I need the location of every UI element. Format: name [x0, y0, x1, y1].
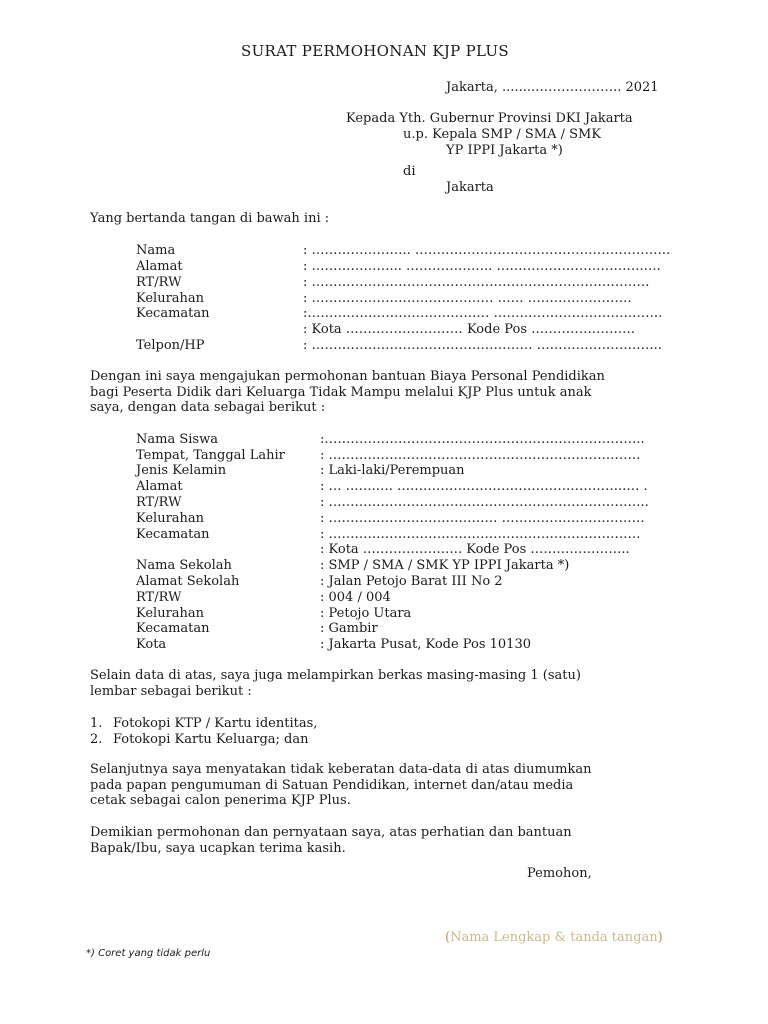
- field-label: RT/RW: [136, 590, 182, 605]
- paragraph-line: Selain data di atas, saya juga melampirkan berkas masing-masing 1 (satu): [90, 668, 581, 683]
- signature-open-bracket: (: [445, 930, 451, 945]
- field-value: : … …….…. …………………………………………….…. .: [320, 479, 648, 494]
- field-label: Kecamatan: [136, 621, 210, 636]
- field-value: : Kota ……………………… Kode Pos ……………………: [303, 322, 636, 337]
- field-value: : ………………………………………………………………: [320, 448, 641, 463]
- field-value: : Jalan Petojo Barat III No 2: [320, 574, 503, 589]
- field-label: RT/RW: [136, 495, 182, 510]
- intro-text: Yang bertanda tangan di bawah ini :: [90, 211, 330, 226]
- field-value: : ………………... ……………….. …………………………….….: [303, 259, 661, 274]
- field-value: : ………………………………………………………………..: [320, 495, 649, 510]
- signature-placeholder: [445, 930, 663, 946]
- field-label: Nama Siswa: [136, 432, 218, 447]
- date-line: Jakarta, ........……………….. 2021: [446, 80, 659, 95]
- recipient-line-2: u.p. Kepala SMP / SMA / SMK: [403, 127, 602, 142]
- recipient-line-1: Kepada Yth. Gubernur Provinsi DKI Jakarta: [346, 111, 633, 126]
- field-label: Tempat, Tanggal Lahir: [136, 448, 285, 463]
- footnote: *) Coret yang tidak perlu: [86, 948, 211, 959]
- recipient-di: di: [403, 164, 416, 179]
- paragraph-line: Demikian permohonan dan pernyataan saya, atas perhatian dan bantuan: [90, 825, 572, 840]
- paragraph-line: Bapak/Ibu, saya ucapkan terima kasih.: [90, 840, 346, 856]
- field-value: : ……………………………………………………………………: [303, 275, 650, 290]
- list-item-number: 1.: [90, 716, 103, 731]
- field-value: : ………………….. …………………………………………………..: [303, 243, 671, 258]
- closing-paragraph: [90, 825, 678, 856]
- field-label: Alamat: [136, 479, 183, 494]
- field-value: :…………………………………… …………………………………: [303, 306, 663, 321]
- field-value: : ………………………………… ……………………………: [320, 511, 645, 526]
- signature-name-placeholder: Nama Lengkap & tanda tangan: [450, 930, 658, 945]
- field-value: : SMP / SMA / SMK YP IPPI Jakarta *): [320, 558, 570, 573]
- paragraph-line: lembar sebagai berikut :: [90, 683, 252, 699]
- field-label: Nama: [136, 243, 176, 258]
- paragraph-line: saya, dengan data sebagai berikut :: [90, 400, 326, 416]
- field-value: : Gambir: [320, 621, 378, 636]
- paragraph-line: bagi Peserta Didik dari Keluarga Tidak Mampu melalui KJP Plus untuk anak: [90, 384, 592, 400]
- field-value: :………………………………………………………………..: [320, 432, 645, 447]
- field-label: Kecamatan: [136, 527, 210, 542]
- field-value: : …………………………………… …… ……………………: [303, 291, 632, 306]
- paragraph-line: pada papan pengumuman di Satuan Pendidikan, internet dan/atau media: [90, 777, 574, 793]
- statement-paragraph: [90, 762, 678, 809]
- paragraph-line: cetak sebagai calon penerima KJP Plus.: [90, 793, 351, 809]
- document-title: SURAT PERMOHONAN KJP PLUS: [241, 42, 509, 60]
- field-label: Kecamatan: [136, 306, 210, 321]
- field-label: Kelurahan: [136, 606, 205, 621]
- field-value: : 004 / 004: [320, 590, 391, 605]
- field-label: Alamat: [136, 259, 183, 274]
- field-label: Nama Sekolah: [136, 558, 232, 573]
- field-value: : Jakarta Pusat, Kode Pos 10130: [320, 637, 531, 652]
- paragraph-line: Selanjutnya saya menyatakan tidak keberatan data-data di atas diumumkan: [90, 762, 592, 777]
- recipient-line-3: YP IPPI Jakarta *): [446, 143, 563, 158]
- field-value: : …………………………………………… ………………………..: [303, 338, 662, 353]
- list-item-number: 2.: [90, 732, 103, 747]
- field-value: : Kota ………………….. Kode Pos …………………..: [320, 542, 630, 557]
- field-label: Kelurahan: [136, 291, 205, 306]
- field-value: : ………………………………………………………………: [320, 527, 641, 542]
- field-value: : Laki-laki/Perempuan: [320, 463, 465, 478]
- signature-role: Pemohon,: [527, 866, 592, 881]
- list-item: Fotokopi Kartu Keluarga; dan: [113, 732, 309, 747]
- request-paragraph: [90, 369, 678, 416]
- field-label: Jenis Kelamin: [136, 463, 227, 478]
- paragraph-line: Dengan ini saya mengajukan permohonan bantuan Biaya Personal Pendidikan: [90, 369, 605, 384]
- field-label: Telpon/HP: [136, 338, 205, 353]
- attachments-intro: [90, 668, 678, 699]
- field-label: Kelurahan: [136, 511, 205, 526]
- field-label: Kota: [136, 637, 167, 652]
- recipient-city: Jakarta: [446, 180, 494, 195]
- list-item: Fotokopi KTP / Kartu identitas,: [113, 716, 318, 731]
- field-label: RT/RW: [136, 275, 182, 290]
- field-value: : Petojo Utara: [320, 606, 412, 621]
- field-label: Alamat Sekolah: [136, 574, 240, 589]
- signature-close-bracket: ): [657, 930, 663, 945]
